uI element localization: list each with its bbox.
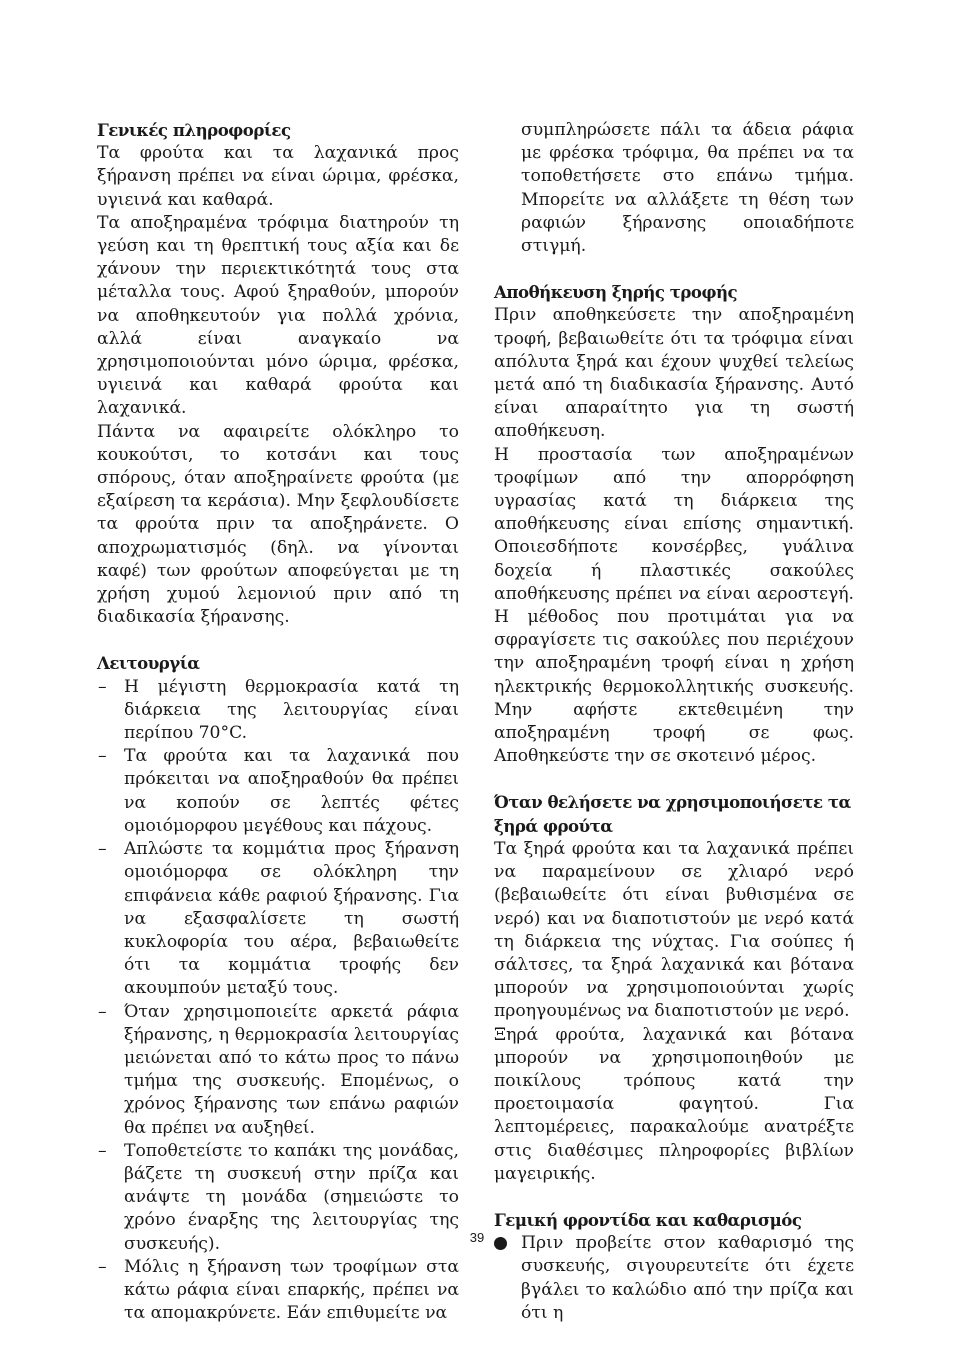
page-number: 39: [469, 1230, 485, 1245]
operation-item: – Τα φρούτα και τα λαχανικά που πρόκειται να αποξηραθούν θα πρέπει να κοπούν σε λεπτές φέτες ομοιόμορφου μεγέθους και πάχους.: [97, 745, 459, 838]
operation-item: – Τοποθετείστε το καπάκι της μονάδας, βάζετε τη συσκευή στην πρίζα και ανάψτε τη μονάδα (σημειώστε το χρόνο έναρξης της λειτουργίας της συσκευής).: [97, 1140, 459, 1256]
operation-item: – Η μέγιστη θερμοκρασία κατά τη διάρκεια της λειτουργίας είναι περίπου 70°C.: [97, 676, 459, 746]
usage-paragraph: Ξηρά φρούτα, λαχανικά και βότανα μπορούν να χρησιμοποιηθούν με ποικίλους τρόπους κατά την προετοιμασία φαγητού. Για λεπτομέρειες, παρακαλούμε ανατρέξτε στις διαθέσιμες πληροφορίες βιβλίων μαγειρικής.: [494, 1024, 854, 1184]
right-column: [494, 119, 854, 1325]
section-spacer: [494, 1186, 854, 1209]
storage-paragraph: Πριν αποθηκεύσετε την αποξηραμένη τροφή, βεβαιωθείτε ότι τα τρόφιμα είναι απόλυτα ξηρά και έχουν ψυχθεί τελείως μετά από τη διαδικασία ξήρανσης. Αυτό είναι απαραίτητο για τη σωστή αποθήκευση.: [494, 305, 854, 442]
usage-paragraph: Τα ξηρά φρούτα και τα λαχανικά πρέπει να παραμείνουν σε χλιαρό νερό (βεβαιωθείτε ότι είναι βυθισμένα σε νερό) και να διαποτιστούν με νερό κατά τη διάρκεια της νύχτας. Για σούπες ή σάλτσες, τα ξηρά λαχανικά και βότανα μπορούν να χρησιμοποιούνται χωρίς προηγουμένως να διαποτιστούν με νερό.: [494, 838, 854, 1022]
section-spacer: [97, 629, 459, 652]
left-column: [97, 119, 459, 1325]
storage-paragraph: Η προστασία των αποξηραμένων τροφίμων από την απορρόφηση υγρασίας κατά τη διάρκεια της αποθήκευσης είναι επίσης σημαντική. Οποιεσδήποτε κονσέρβες, γυάλινα δοχεία ή πλαστικές σακούλες αποθήκευσης πρέπει να είναι αεροστεγή. Η μέθοδος που προτιμάται για να σφραγίσετε τις σακούλες που περιέχουν την αποξηραμένη τροφή είναι η χρήση ηλεκτρικής θερμοκολλητικής συσκευής. Μην αφήστε εκτεθειμένη την αποξηραμένη τροφή σε φως. Αποθηκεύστε την σε σκοτεινό μέρος.: [494, 444, 854, 767]
operation-item: – Απλώστε τα κομμάτια προς ξήρανση ομοιόμορφα σε ολόκληρη την επιφάνεια κάθε ραφιού ξήρανσης. Για να εξασφαλίσετε τη σωστή κυκλοφορία του αέρα, βεβαιωθείτε ότι τα κομμάτια τροφής δεν ακουμπούν μεταξύ τους.: [97, 838, 459, 1000]
operation-heading: Λειτουργία: [97, 653, 200, 674]
usage-heading: Όταν θελήσετε να χρησιμοποιήσετε τα ξηρά φρούτα: [494, 792, 851, 836]
cleaning-item: [494, 1232, 854, 1325]
cleaning-heading: Γεμική φροντίδα και καθαρισμός: [494, 1209, 802, 1230]
section-spacer: [494, 768, 854, 791]
operation-item: – Όταν χρησιμοποιείτε αρκετά ράφια ξήρανσης, η θερμοκρασία λειτουργίας μειώνεται από το κάτω προς το πάνω τμήμα της συσκευής. Επομένως, ο χρόνος ξήρανσης των επάνω ραφιών θα πρέπει να αυξηθεί.: [97, 1001, 459, 1140]
continuation-paragraph: συμπληρώσετε πάλι τα άδεια ράφια με φρέσκα τρόφιμα, θα πρέπει να τα τοποθετήσετε στο επάνω τμήμα. Μπορείτε να αλλάξετε τη θέση των ραφιών ξήρανσης οποιαδήποτε στιγμή.: [521, 120, 854, 257]
cleaning-list: [494, 1232, 854, 1325]
cleaning-item-text: Πριν προβείτε στον καθαρισμό της συσκευής, σιγουρευτείτε ότι έχετε βγάλει το καλώδιο από την πρίζα και ότι η: [521, 1233, 854, 1323]
general-info-paragraph: Πάντα να αφαιρείτε ολόκληρο το κουκούτσι, το κοτσάνι και τους σπόρους, όταν αποξηραίνετε φρούτα (με εξαίρεση τα κεράσια). Μην ξεφλουδίσετε τα φρούτα πριν τα αποξηράνετε. Ο αποχρωματισμός (δηλ. να γίνονται καφέ) των φρούτων αποφεύγεται με τη χρήση χυμού λεμονιού πριν από τη διαδικασία ξήρανσης.: [97, 421, 459, 628]
general-info-paragraph: Τα φρούτα και τα λαχανικά προς ξήρανση πρέπει να είναι ώριμα, φρέσκα, υγιεινά και καθαρά.: [97, 143, 459, 210]
section-spacer: [494, 258, 854, 281]
storage-heading: Αποθήκευση ξηρής τροφής: [494, 282, 738, 303]
operation-list: [97, 676, 459, 1326]
general-info-paragraph: Τα αποξηραμένα τρόφιμα διατηρούν τη γεύση και τη θρεπτική τους αξία και δε χάνουν την περιεκτικότητά τους στα μέταλλα τους. Αφού ξηραθούν, μπορούν να αποθηκευτούν για πολλά χρόνια, αλλά είναι αναγκαίο να χρησιμοποιούνται μόνο ώριμα, φρέσκα, υγιεινά και καθαρά φρούτα και λαχανικά.: [97, 212, 459, 419]
operation-item: – Μόλις η ξήρανση των τροφίμων στα κάτω ράφια είναι επαρκής, πρέπει να τα απομακρύνετε. Εάν επιθυμείτε να: [97, 1256, 459, 1326]
general-info-heading: Γενικές πληροφορίες: [97, 120, 291, 140]
